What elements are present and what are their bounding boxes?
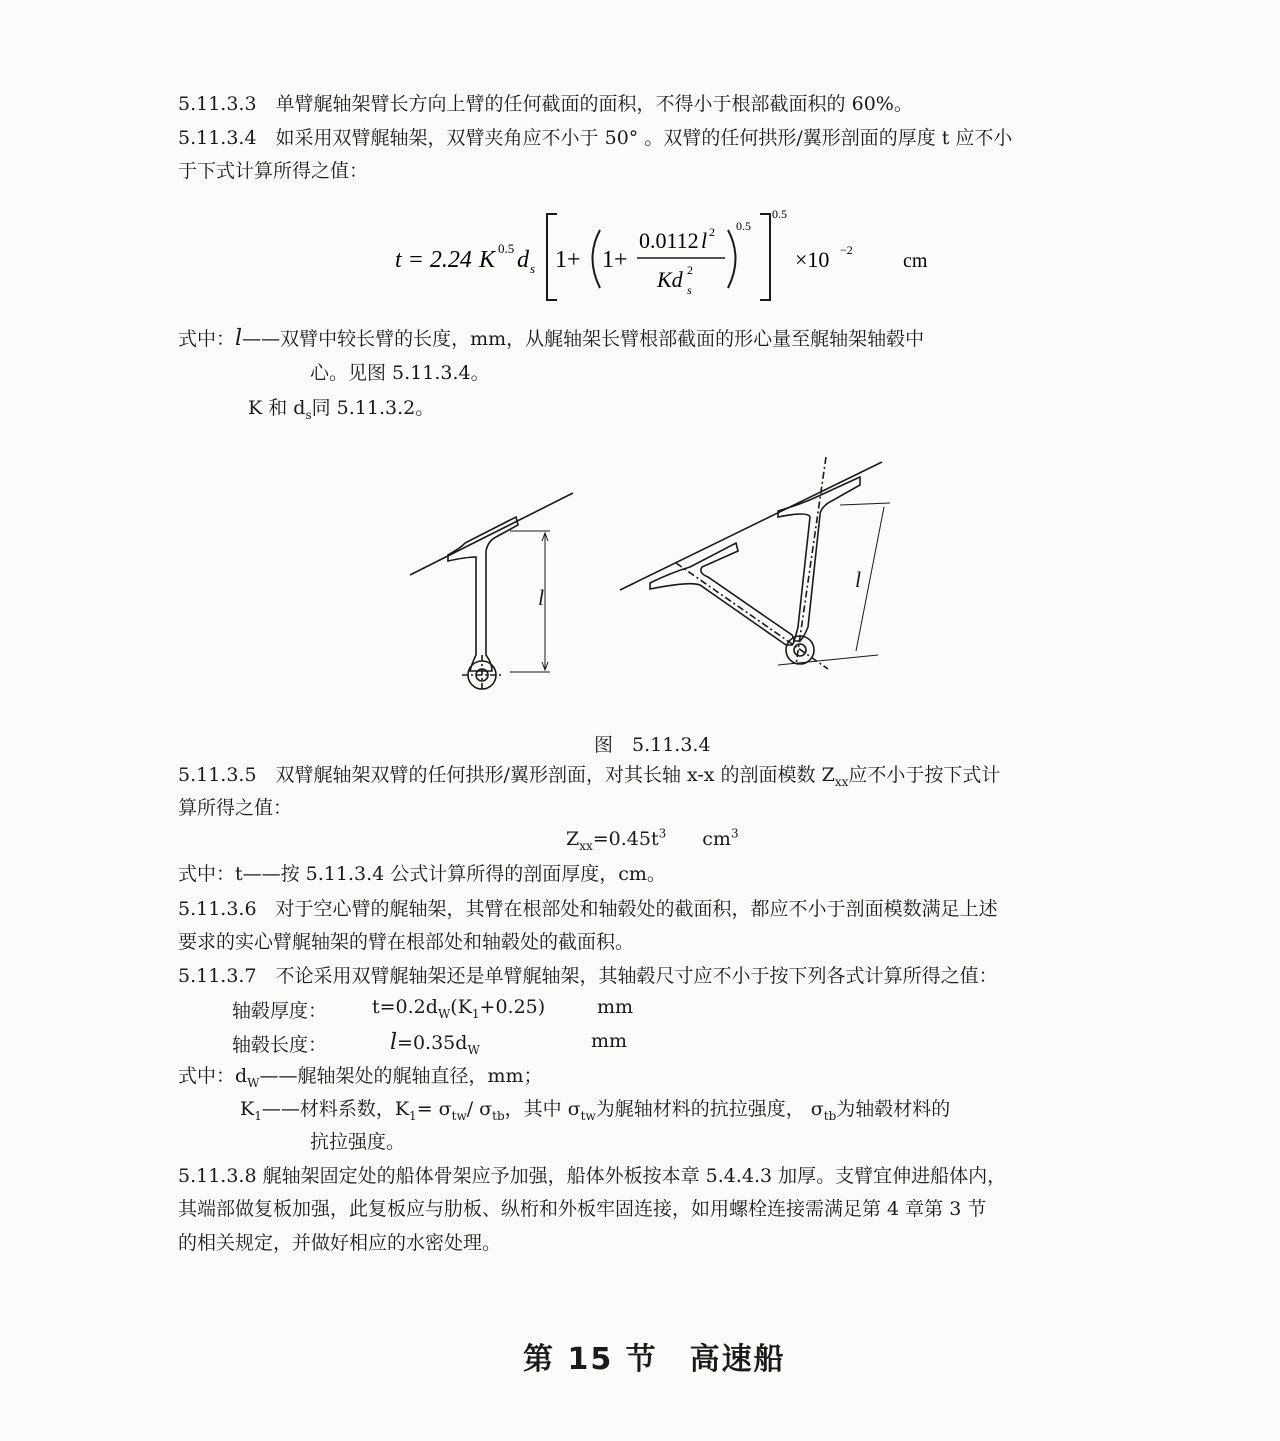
- formula-numerator: 0.0112: [639, 228, 699, 253]
- k1-sub2: 1: [409, 1108, 417, 1123]
- formula-unit: cm: [903, 250, 928, 272]
- paragraph-5-11-3-8-line2: 其端部做复板加强，此复板应与肋板、纵桁和外板牢固连接，如用螺栓连接需满足第 4 章第 3 节: [178, 1198, 987, 1220]
- p3-5-a: 5.11.3.5 双臂艉轴架双臂的任何拱形/翼形剖面，对其长轴 x-x 的剖面模数 Z: [178, 764, 835, 786]
- formula-denom-sub: s: [687, 283, 692, 297]
- formula-exp-k: 0.5: [498, 241, 515, 256]
- figure-caption: 图 5.11.3.4: [594, 734, 711, 756]
- paragraph-5-11-3-4-line2: 于下式计算所得之值：: [178, 160, 369, 182]
- hub-thickness-unit: mm: [597, 996, 634, 1018]
- formula-numer-l: l: [701, 228, 708, 253]
- hl-l: l: [390, 1030, 398, 1055]
- axis-right-arm: [796, 457, 826, 665]
- zxx-unit-sup: 3: [730, 826, 739, 841]
- dim-top-right: [840, 503, 890, 505]
- k1-tw: tw: [451, 1108, 467, 1123]
- hub-length-unit: mm: [591, 1030, 628, 1052]
- formula-zxx: [566, 826, 739, 853]
- zxx-sub: xx: [579, 838, 593, 853]
- dim-label-right: l: [855, 567, 862, 592]
- section-heading: 第 15 节 高速船: [523, 1342, 786, 1377]
- paragraph-5-11-3-8-line3: 的相关规定，并做好相应的水密处理。: [178, 1232, 502, 1254]
- hl-a: =0.35d: [397, 1032, 468, 1054]
- paragraph-5-11-3-6-line2: 要求的实心臂艉轴架的臂在根部处和轴毂处的截面积。: [178, 931, 635, 953]
- symbol-l: l: [235, 326, 243, 351]
- k-ds-suffix: 同 5.11.3.2。: [311, 397, 435, 419]
- k1-tb: tb: [492, 1108, 505, 1123]
- zxx-rhs: =0.45t: [592, 828, 659, 850]
- figure-shaft-bracket: [400, 455, 900, 700]
- k1-a: K: [240, 1098, 255, 1120]
- where3-sub: W: [247, 1075, 260, 1090]
- hull-line-left: [410, 493, 573, 575]
- hub-thickness-formula: [372, 996, 546, 1021]
- hull-line-right: [620, 462, 882, 590]
- p3-5-b: 应不小于按下式计: [848, 764, 1001, 786]
- paragraph-5-11-3-6-line1: 5.11.3.6 对于空心臂的艉轴架，其臂在根部处和轴毂处的截面积，都应不小于剖面模数满足上述: [178, 898, 998, 920]
- k1-c: = σ: [416, 1098, 452, 1120]
- ht-b: (K: [450, 996, 472, 1018]
- hub-length-formula: [390, 1030, 480, 1055]
- formula-times: ×10: [795, 247, 830, 272]
- ht-sub1: 1: [471, 1006, 480, 1021]
- where-t-line: 式中：t——按 5.11.3.4 公式计算所得的剖面厚度，cm。: [178, 863, 666, 885]
- formula-exp-neg2: −2: [840, 243, 853, 257]
- k1-d: / σ: [466, 1098, 493, 1120]
- ht-a: t=0.2d: [372, 996, 438, 1018]
- where-prefix: 式中：: [178, 328, 236, 350]
- formula-inner-exp: 0.5: [736, 219, 751, 233]
- k1-b: ——材料系数，K: [261, 1098, 410, 1120]
- k1-e: ，其中 σ: [504, 1098, 581, 1120]
- dim-label-left: l: [538, 585, 545, 610]
- formula-k: K: [479, 247, 496, 273]
- single-arm: [448, 517, 518, 671]
- formula-lhs: t = 2.24: [395, 247, 472, 273]
- k1-line: [240, 1097, 950, 1121]
- formula-denominator: Kd: [657, 267, 683, 292]
- paragraph-5-11-3-3: 5.11.3.3 单臂艉轴架臂长方向上臂的任何截面的面积，不得小于根部截面积的 60%。: [178, 93, 913, 115]
- right-bracket: [760, 214, 770, 300]
- k1-cont: 抗拉强度。: [310, 1131, 406, 1153]
- zxx-z: Z: [566, 828, 580, 850]
- formula-inner-one-plus: 1+: [602, 247, 628, 273]
- k1-tw2: tw: [580, 1108, 596, 1123]
- left-paren: [593, 230, 601, 288]
- k1-f: 为艉轴材料的抗拉强度， σ: [595, 1098, 824, 1120]
- k1-g: 为轴毂材料的: [836, 1098, 951, 1120]
- formula-denom-sup: 2: [687, 263, 693, 277]
- formula-numer-sq: 2: [709, 225, 715, 239]
- hl-sub: W: [467, 1042, 480, 1057]
- zxx-unit: cm: [702, 828, 731, 850]
- where-dw-line: [178, 1064, 543, 1088]
- ht-c: +0.25): [479, 996, 546, 1018]
- k-ds-line: [248, 396, 434, 420]
- k-ds-sub: s: [305, 407, 312, 422]
- where-l-text: ——双臂中较长臂的长度，mm，从艉轴架长臂根部截面的形心量至艉轴架轴毂中: [242, 328, 925, 350]
- paragraph-5-11-3-5-line1: [178, 763, 1000, 787]
- double-arm-lower: [650, 543, 794, 645]
- formula-d: d: [517, 247, 529, 273]
- paragraph-5-11-3-5-line2: 算所得之值：: [178, 797, 293, 819]
- formula-thickness: [395, 200, 955, 310]
- hub-length-label: 轴毂长度：: [232, 1034, 328, 1056]
- paragraph-5-11-3-8-line1: 5.11.3.8 艉轴架固定处的船体骨架应予加强，船体外板按本章 5.4.4.3 加厚。支臂宜伸进船体内，: [178, 1165, 1007, 1187]
- formula-d-sub: s: [530, 261, 536, 276]
- zxx-sup: 3: [658, 826, 667, 841]
- paragraph-5-11-3-7-line1: 5.11.3.7 不论采用双臂艉轴架还是单臂艉轴架，其轴毂尺寸应不小于按下列各式计算所得之值：: [178, 965, 998, 987]
- dim-bottom-right: [778, 655, 878, 665]
- formula-outer-exp: 0.5: [772, 207, 787, 221]
- where-l-line: [178, 327, 924, 351]
- where3-text: ——艉轴架处的艉轴直径，mm；: [259, 1065, 543, 1087]
- k1-sub: 1: [254, 1108, 262, 1123]
- ht-sub: W: [437, 1006, 451, 1021]
- right-paren: [728, 230, 736, 288]
- p3-5-sub: xx: [834, 774, 849, 789]
- where3-prefix: 式中：d: [178, 1065, 248, 1087]
- where-l-cont: 心。见图 5.11.3.4。: [310, 362, 490, 384]
- hub-thickness-label: 轴毂厚度：: [232, 1000, 328, 1022]
- formula-one-plus: 1+: [555, 247, 581, 273]
- paragraph-5-11-3-4-line1: 5.11.3.4 如采用双臂艉轴架，双臂夹角应不小于 50° 。双臂的任何拱形/翼形剖面的厚度 t 应不小: [178, 127, 1013, 149]
- k1-tb2: tb: [823, 1108, 837, 1123]
- k-ds-prefix: K 和 d: [248, 397, 306, 419]
